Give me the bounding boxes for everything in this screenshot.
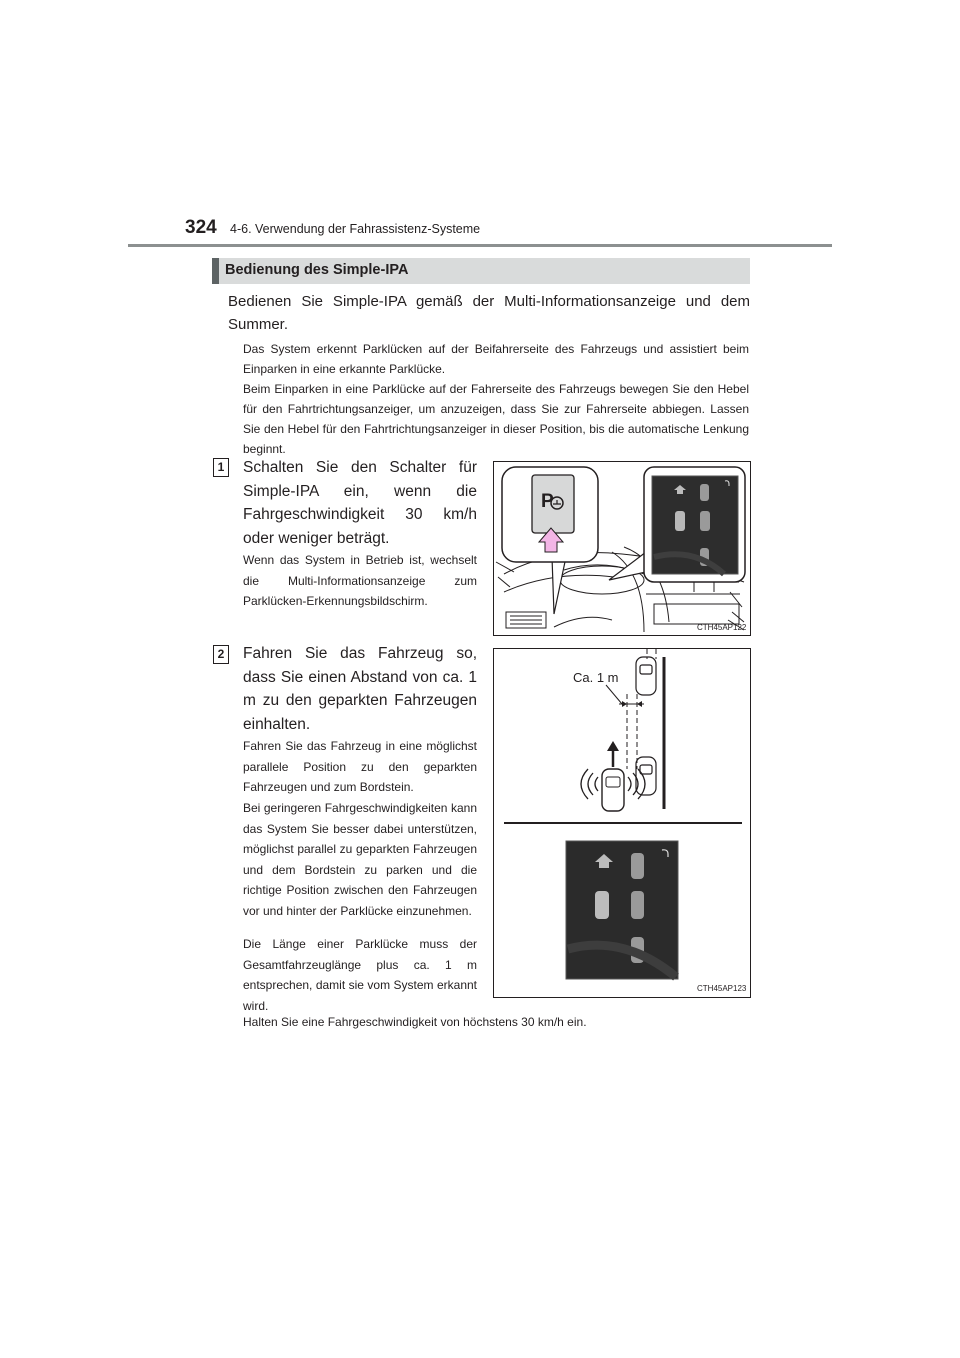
figure-2-id: CTH45AP123: [697, 984, 747, 993]
step-number-1: 1: [213, 458, 229, 477]
lead-paragraph: Bedienen Sie Simple-IPA gemäß der Multi-Informationsanzeige und dem Summer.: [228, 293, 750, 333]
step-2-detail-3: Die Länge einer Parklücke muss der Gesamtfahrzeuglänge plus ca. 1 m entsprechen, damit sie vom System erkannt wird.: [243, 937, 477, 1013]
section-heading: [212, 258, 750, 284]
step-number-2: 2: [213, 645, 229, 664]
step-2-detail-1: Fahren Sie das Fahrzeug in eine möglichst parallele Position zu den geparkten Fahrzeugen und zum Bordstein.: [243, 739, 477, 794]
parking-distance-illustration: [494, 649, 750, 997]
section-heading-bar: [212, 258, 219, 284]
figure-dashboard-simple-ipa: [493, 461, 751, 636]
step-2-detail-2: Bei geringeren Fahrgeschwindigkeiten kann das System Sie besser dabei unterstützen, möglichst parallel zu geparkten Fahrzeugen und dem Bordstein zu parken und die richtige Position zwischen den Fahrzeugen vor und hinter der Parklücke einzunehmen.: [243, 801, 477, 918]
footer-note: Halten Sie eine Fahrgeschwindigkeit von höchstens 30 km/h ein.: [243, 1015, 587, 1029]
button-letter: P: [541, 491, 554, 512]
figure-parking-distance: [493, 648, 751, 998]
note-paragraph-2: Beim Einparken in eine Parklücke auf der Fahrerseite des Fahrzeugs bewegen Sie den Hebel für den Fahrtrichtungsanzeiger, um anzuzeigen, dass Sie zur Fahrerseite abbiegen. Lassen Sie den Hebel für den Fahrtrichtungsanzeiger in dieser Position, bis die automatische Lenkung beginnt.: [243, 382, 749, 456]
step-1-detail: Wenn das System in Betrieb ist, wechselt die Multi-Informationsanzeige zum Parklücken-Erkennungsbildschirm.: [243, 553, 477, 608]
distance-label: Ca. 1 m: [573, 670, 619, 685]
figure-1-id: CTH45AP122: [697, 623, 747, 632]
header-rule: [128, 244, 832, 247]
multi-info-display: [566, 841, 678, 979]
page-number: 324: [185, 217, 217, 238]
car-icon: [636, 757, 656, 795]
step-1-text: Schalten Sie den Schalter für Simple-IPA ein, wenn die Fahrgeschwindigkeit 30 km/h oder weniger beträgt.: [243, 459, 477, 547]
dashboard-illustration: [494, 462, 750, 635]
section-title: Bedienung des Simple-IPA: [225, 262, 409, 278]
step-2-text: Fahren Sie das Fahrzeug so, dass Sie einen Abstand von ca. 1 m zu den geparkten Fahrzeugen einhalten.: [243, 645, 477, 733]
chapter-title: 4-6. Verwendung der Fahrassistenz-Systeme: [230, 222, 481, 236]
note-paragraph-1: Das System erkennt Parklücken auf der Beifahrerseite des Fahrzeugs und assistiert beim Einparken in eine erkannte Parklücke.: [243, 342, 749, 376]
car-icon: [636, 657, 656, 695]
car-icon: [602, 769, 624, 811]
